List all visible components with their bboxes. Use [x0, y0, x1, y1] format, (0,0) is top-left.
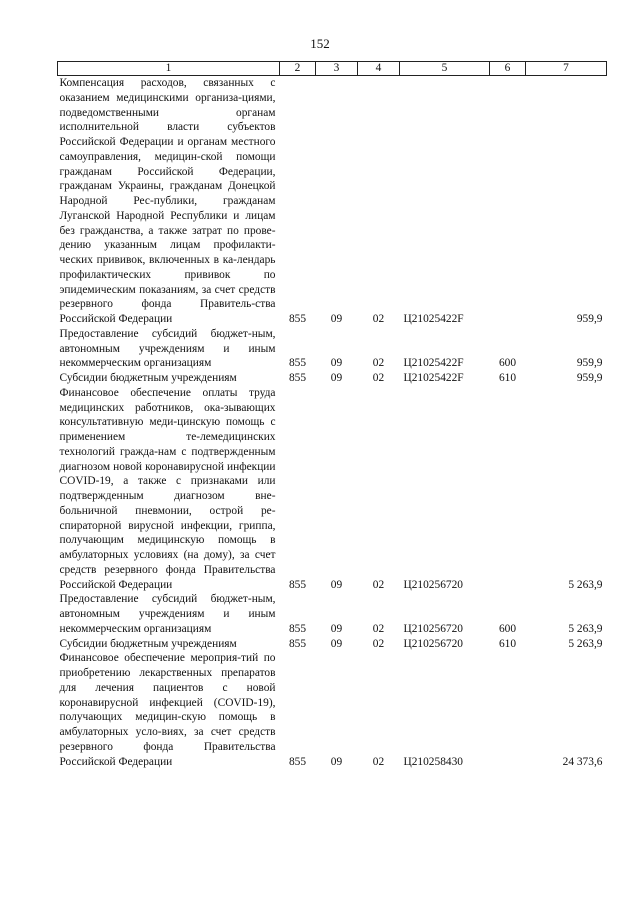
target-article-code: Ц210256720 [403, 622, 463, 635]
amount: 5 263,9 [568, 622, 603, 635]
amount: 5 263,9 [568, 578, 603, 591]
expense-name: Финансовое обеспечение оплаты труда медицинских работников, ока-зывающих консультативную меди-цинскую помощь с применением те-лемедицинских технологий гражда-нам с подтвержденным диагнозом новой коронавирусной инфекции COVID-19, а также с признаками или подтвержденным диагнозом вне-больничной пневмонии, острой ре-спираторной вирусной инфекции, гриппа, получающим медицинскую помощь в амбулаторных условиях (на дому), за счет средств резервного фонда Правительства Российской Федерации [59, 386, 276, 591]
ministry-code: 855 [288, 313, 307, 325]
expense-type-code: 600 [498, 357, 517, 370]
expense-type-code [490, 651, 526, 769]
table-row [58, 637, 607, 652]
expense-name: Предоставление субсидий бюджет-ным, автономным учреждениям и иным некоммерческим организациям [59, 327, 276, 370]
subsection-code: 02 [372, 578, 385, 591]
target-article-code: Ц210258430 [403, 755, 463, 768]
section-code: 09 [330, 372, 343, 384]
subsection-code: 02 [372, 357, 385, 370]
ministry-code: 855 [288, 372, 307, 384]
subsection-code: 02 [372, 755, 385, 768]
table-row [58, 386, 607, 593]
expense-type-code: 610 [498, 372, 517, 384]
column-header-4: 4 [358, 62, 400, 76]
expense-name: Предоставление субсидий бюджет-ным, автономным учреждениям и иным некоммерческим организациям [59, 593, 276, 635]
column-header-6: 6 [490, 62, 526, 76]
subsection-code: 02 [372, 622, 385, 635]
table-row [58, 371, 607, 386]
expense-type-code [490, 76, 526, 327]
expense-type-code: 610 [498, 637, 517, 650]
amount: 959,9 [576, 357, 603, 370]
ministry-code: 855 [288, 622, 307, 635]
ministry-code: 855 [288, 637, 307, 650]
table-row [58, 327, 607, 371]
section-code: 09 [330, 313, 343, 325]
ministry-code: 855 [288, 755, 307, 768]
table-row [58, 651, 607, 769]
column-header-1: 1 [58, 62, 280, 76]
target-article-code: Ц210256720 [403, 578, 463, 591]
column-header-7: 7 [526, 62, 607, 76]
page-number: 152 [310, 36, 330, 51]
column-number-header-row [58, 62, 607, 76]
target-article-code: Ц21025422F [403, 372, 464, 384]
expense-name: Субсидии бюджетным учреждениям [59, 637, 237, 650]
subsection-code: 02 [372, 637, 385, 650]
subsection-code: 02 [372, 372, 385, 384]
amount: 959,9 [576, 313, 603, 325]
table-row [58, 592, 607, 636]
amount: 24 373,6 [562, 755, 603, 768]
budget-table [57, 61, 607, 769]
ministry-code: 855 [288, 357, 307, 370]
expense-type-code [490, 386, 526, 593]
expense-name: Финансовое обеспечение мероприя-тий по приобретению лекарственных препаратов для лечения пациентов с новой коронавирусной инфекцией (COVID-19), получающих медицин-скую помощь в амбулаторных усло-виях, за счет средств резервного фонда Правительства Российской Федерации [59, 652, 276, 768]
table-row [58, 76, 607, 327]
section-code: 09 [330, 578, 343, 591]
section-code: 09 [330, 622, 343, 635]
ministry-code: 855 [288, 578, 307, 591]
expense-name: Субсидии бюджетным учреждениям [59, 372, 237, 384]
column-header-2: 2 [280, 62, 316, 76]
target-article-code: Ц21025422F [403, 313, 464, 325]
target-article-code: Ц210256720 [403, 637, 463, 650]
column-header-5: 5 [400, 62, 490, 76]
target-article-code: Ц21025422F [403, 357, 464, 370]
section-code: 09 [330, 637, 343, 650]
amount: 5 263,9 [568, 637, 603, 650]
column-header-3: 3 [316, 62, 358, 76]
expense-type-code: 600 [498, 622, 517, 635]
amount: 959,9 [576, 372, 603, 384]
section-code: 09 [330, 755, 343, 768]
expense-name: Компенсация расходов, связанных с оказанием медицинскими организа-циями, подведомственными органам исполнительной власти субъектов Российской Федерации и органам местного самоуправления, медицин-ской помощи гражданам Российской Федерации, гражданам Украины, гражданам Донецкой Народной Рес-публики, гражданам Луганской Народной Республики и лицам без гражданства, а также затрат по прове-дению указанным лицам профилакти-ческих прививок, включенных в ка-лендарь профилактических прививок по эпидемическим показаниям, за счет средств резервного фонда Правитель-ства Российской Федерации [59, 77, 276, 325]
subsection-code: 02 [372, 313, 385, 325]
section-code: 09 [330, 357, 343, 370]
